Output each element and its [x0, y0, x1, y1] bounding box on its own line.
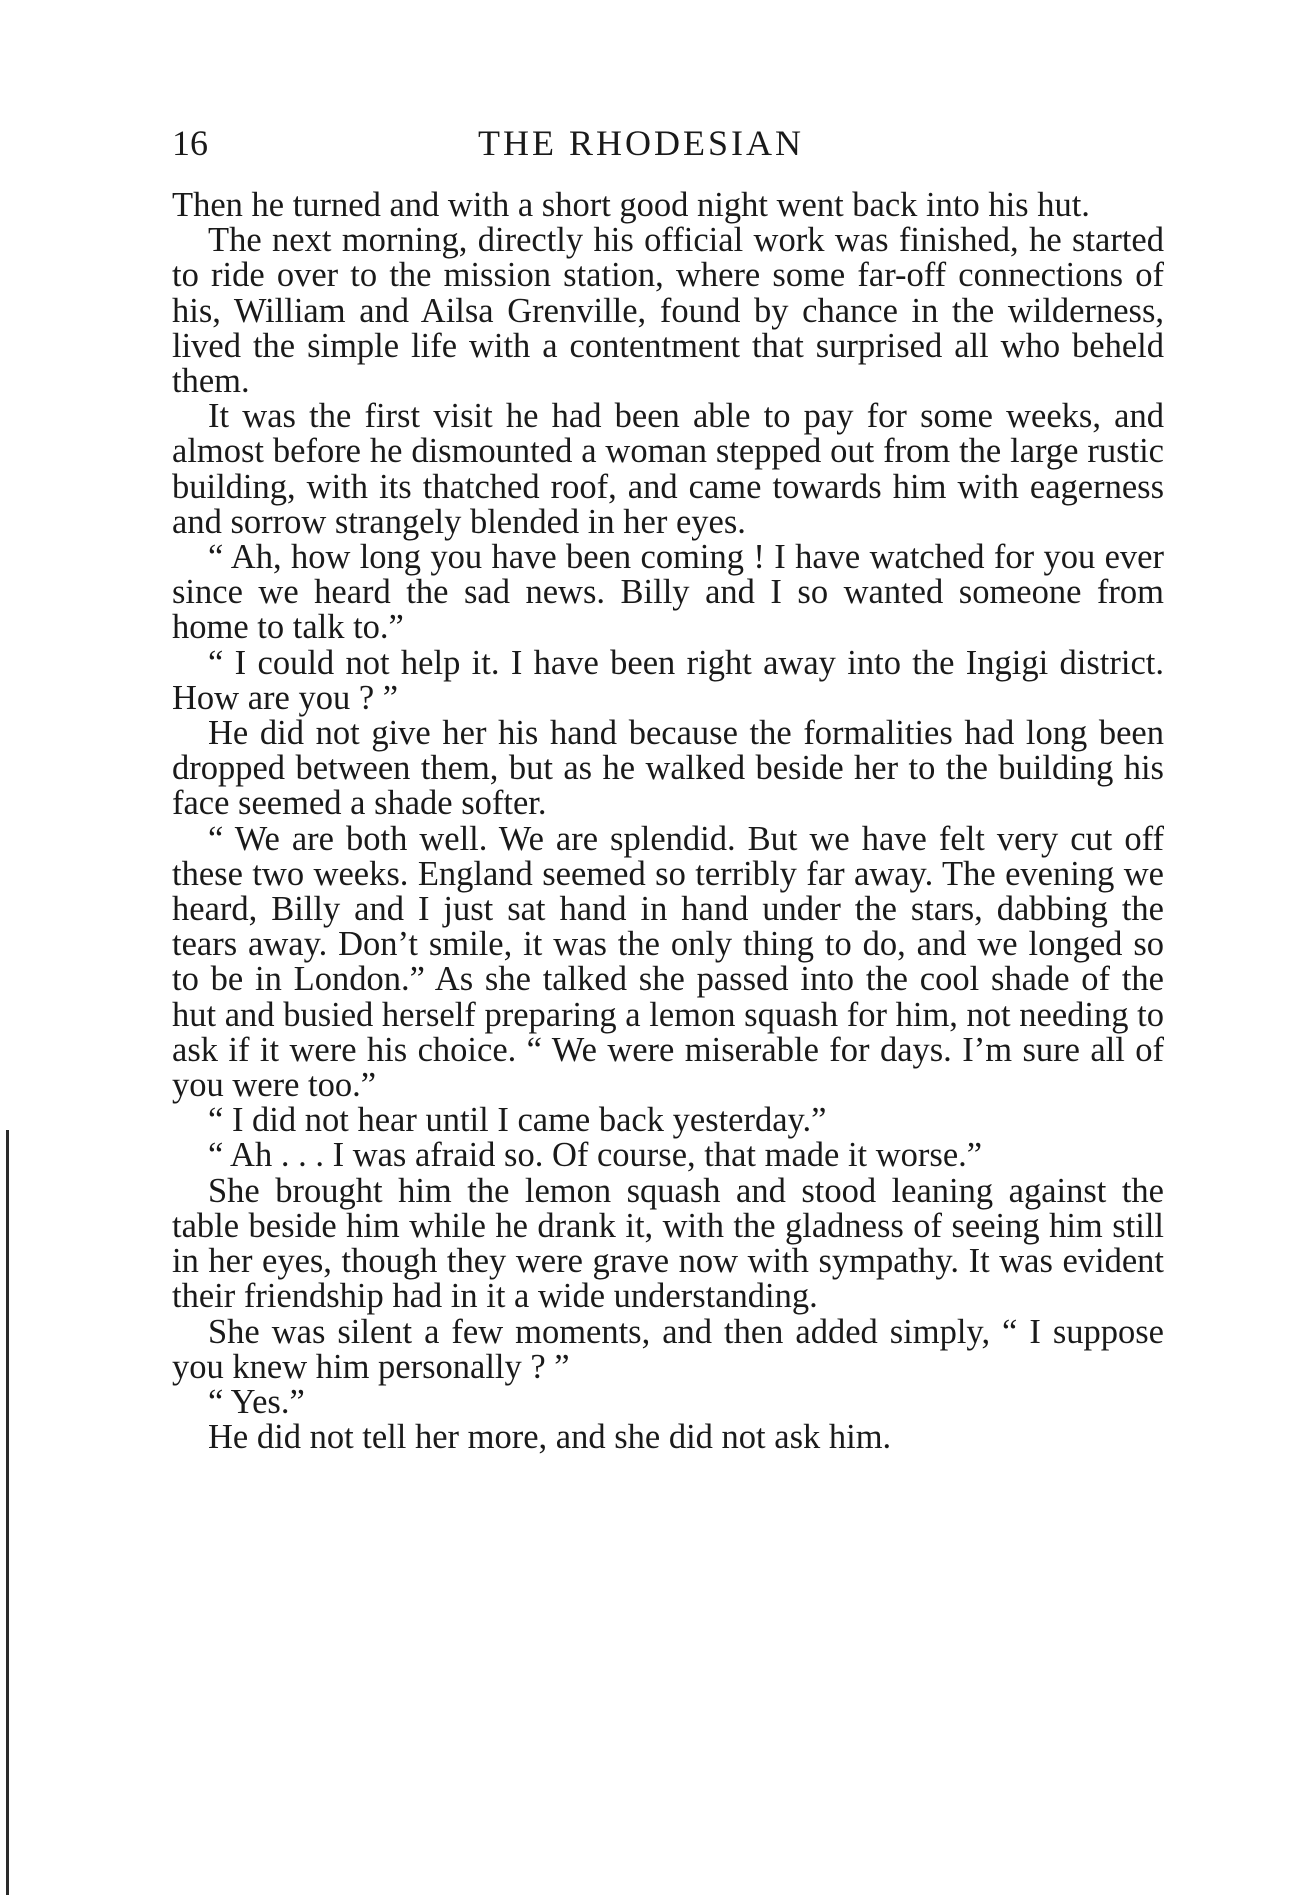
paragraph: It was the first visit he had been able to pay for some weeks, and almost before he dismounted a woman stepped out from the large rustic building, with its thatched roof, and came towards him with eagerness and sorrow strangely blended in her eyes. [172, 397, 1164, 541]
paragraph: “ Ah . . . I was afraid so. Of course, that made it worse.” [208, 1136, 983, 1175]
body-text [172, 188, 1164, 1455]
page-header [172, 118, 1164, 168]
paragraph: He did not tell her more, and she did not ask him. [208, 1418, 892, 1457]
paragraph: “ I could not help it. I have been right away into the Ingigi district. How are you ? ” [172, 643, 1164, 717]
paragraph: “ Ah, how long you have been coming ! I have watched for you ever since we heard the sad news. Billy and I so wanted someone from home to talk to.” [172, 538, 1164, 647]
paragraph: She brought him the lemon squash and stood leaning against the table beside him while he drank it, with the gladness of seeing him still in her eyes, though they were grave now with sympathy. It was evident their friendship had in it a wide understanding. [172, 1171, 1164, 1316]
paragraph: “ Yes.” [208, 1382, 305, 1421]
paragraph: Then he turned and with a short good night went back into his hut. [172, 186, 1090, 224]
paragraph: “ I did not hear until I came back yesterday.” [208, 1101, 827, 1140]
page-number: 16 [172, 123, 208, 163]
running-title: THE RHODESIAN [478, 123, 804, 163]
paragraph: She was silent a few moments, and then added simply, “ I suppose you knew him personally ? ” [172, 1312, 1164, 1386]
paragraph: The next morning, directly his official work was finished, he started to ride over to the mission station, where some far-off connections of his, William and Ailsa Grenville, found by chance in the wilderness, lived the simple life with a contentment that surprised all who beheld them. [172, 221, 1164, 401]
paragraph: He did not give her his hand because the formalities had long been dropped between them, but as he walked beside her to the building his face seemed a shade softer. [172, 714, 1164, 823]
paragraph: “ We are both well. We are splendid. But we have felt very cut off these two weeks. England seemed so terribly far away. The evening we heard, Billy and I just sat hand in hand under the stars, dabbing the tears away. Don’t smile, it was the only thing to do, and we longed so to be in London.” As she talked she passed into the cool shade of the hut and busied herself preparing a lemon squash for him, not needing to ask if it were his choice. “ We were miserable for days. I’m sure all of you were too.” [172, 819, 1164, 1105]
binding-edge-line [6, 1130, 9, 1895]
